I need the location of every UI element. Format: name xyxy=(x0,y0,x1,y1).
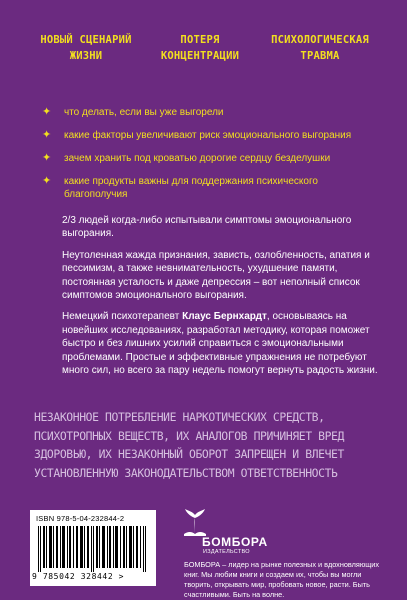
publisher-logo xyxy=(183,506,283,560)
whale-tail-icon xyxy=(184,506,206,536)
description-paragraph-symptoms: Неутоленная жажда признания, зависть, озлобленность, апатия и пессимизм, а также невнимательность, ухудшение памяти, постоянная усталость и даже депрессия – вот неполный список симптомов эмоционального выгорания. xyxy=(62,249,370,302)
bullet-text: зачем хранить под кроватью дорогие сердцу безделушки xyxy=(64,153,331,164)
star-bullet-icon: ✦ xyxy=(42,152,52,164)
bullet-text: что делать, если вы уже выгорели xyxy=(64,107,224,118)
description-paragraph-author xyxy=(62,310,388,377)
author-intro-text: Немецкий психотерапевт xyxy=(62,311,183,323)
topic-loss-of-concentration: ПОТЕРЯ КОНЦЕНТРАЦИИ xyxy=(160,34,240,62)
barcode-digits: 9 785042 328442 > xyxy=(32,572,125,581)
barcode-icon xyxy=(38,526,148,572)
publisher-name: БОМБОРА xyxy=(202,535,268,549)
isbn-barcode xyxy=(30,510,156,586)
bullet-text: какие факторы увеличивают риск эмоционального выгорания xyxy=(64,130,352,141)
topic-new-life-scenario: НОВЫЙ СЦЕНАРИЙ ЖИЗНИ xyxy=(40,34,132,62)
star-bullet-icon: ✦ xyxy=(42,129,52,141)
bullet-text: какие продукты важны для поддержания психического благополучия xyxy=(64,176,318,200)
publisher-subtitle: ИЗДАТЕЛЬСТВО xyxy=(203,549,250,555)
topic-psychological-trauma: ПСИХОЛОГИЧЕСКАЯ ТРАВМА xyxy=(271,34,369,62)
legal-warning: НЕЗАКОННОЕ ПОТРЕБЛЕНИЕ НАРКОТИЧЕСКИХ СРЕДСТВ, ПСИХОТРОПНЫХ ВЕЩЕСТВ, ИХ АНАЛОГОВ ПРИЧИНЯЕТ ВРЕД ЗДОРОВЬЮ, ИХ НЕЗАКОННЫЙ ОБОРОТ ЗАПРЕЩЕН И ВЛЕЧЕТ УСТАНОВЛЕННУЮ ЗАКОНОДАТЕЛЬСТВОМ ОТВЕТСТВЕННОСТЬ xyxy=(34,410,344,481)
bullet-list xyxy=(42,106,382,211)
author-method-text: , основываясь на новейших исследованиях, разработал методику, которая поможет быстро и без лишних усилий справиться с эмоциональными проблемами. Простые и эффективные упражнения не потребуют много сил, но всего за пару недель помогут вернуть радость жизни. xyxy=(62,311,378,377)
bullet-item xyxy=(42,129,382,142)
bullet-item xyxy=(42,106,382,119)
description-paragraph-stat: 2/3 людей когда-либо испытывали симптомы эмоционального выгорания. xyxy=(62,215,352,240)
isbn-number: ISBN 978-5-04-232844-2 xyxy=(36,514,125,523)
bullet-item xyxy=(42,175,382,201)
description xyxy=(62,214,388,385)
star-bullet-icon: ✦ xyxy=(42,106,52,118)
author-name: Клаус Бернхардт xyxy=(182,311,267,323)
star-bullet-icon: ✦ xyxy=(42,175,52,187)
bullet-item xyxy=(42,152,382,165)
publisher-blurb: БОМБОРА – лидер на рынке полезных и вдохновляющих книг. Мы любим книги и создаем их, чтобы вы могли творить, открывать мир, пробовать новое, расти. Быть счастливыми. Быть на волне. xyxy=(184,560,380,599)
topics-header xyxy=(0,32,407,76)
